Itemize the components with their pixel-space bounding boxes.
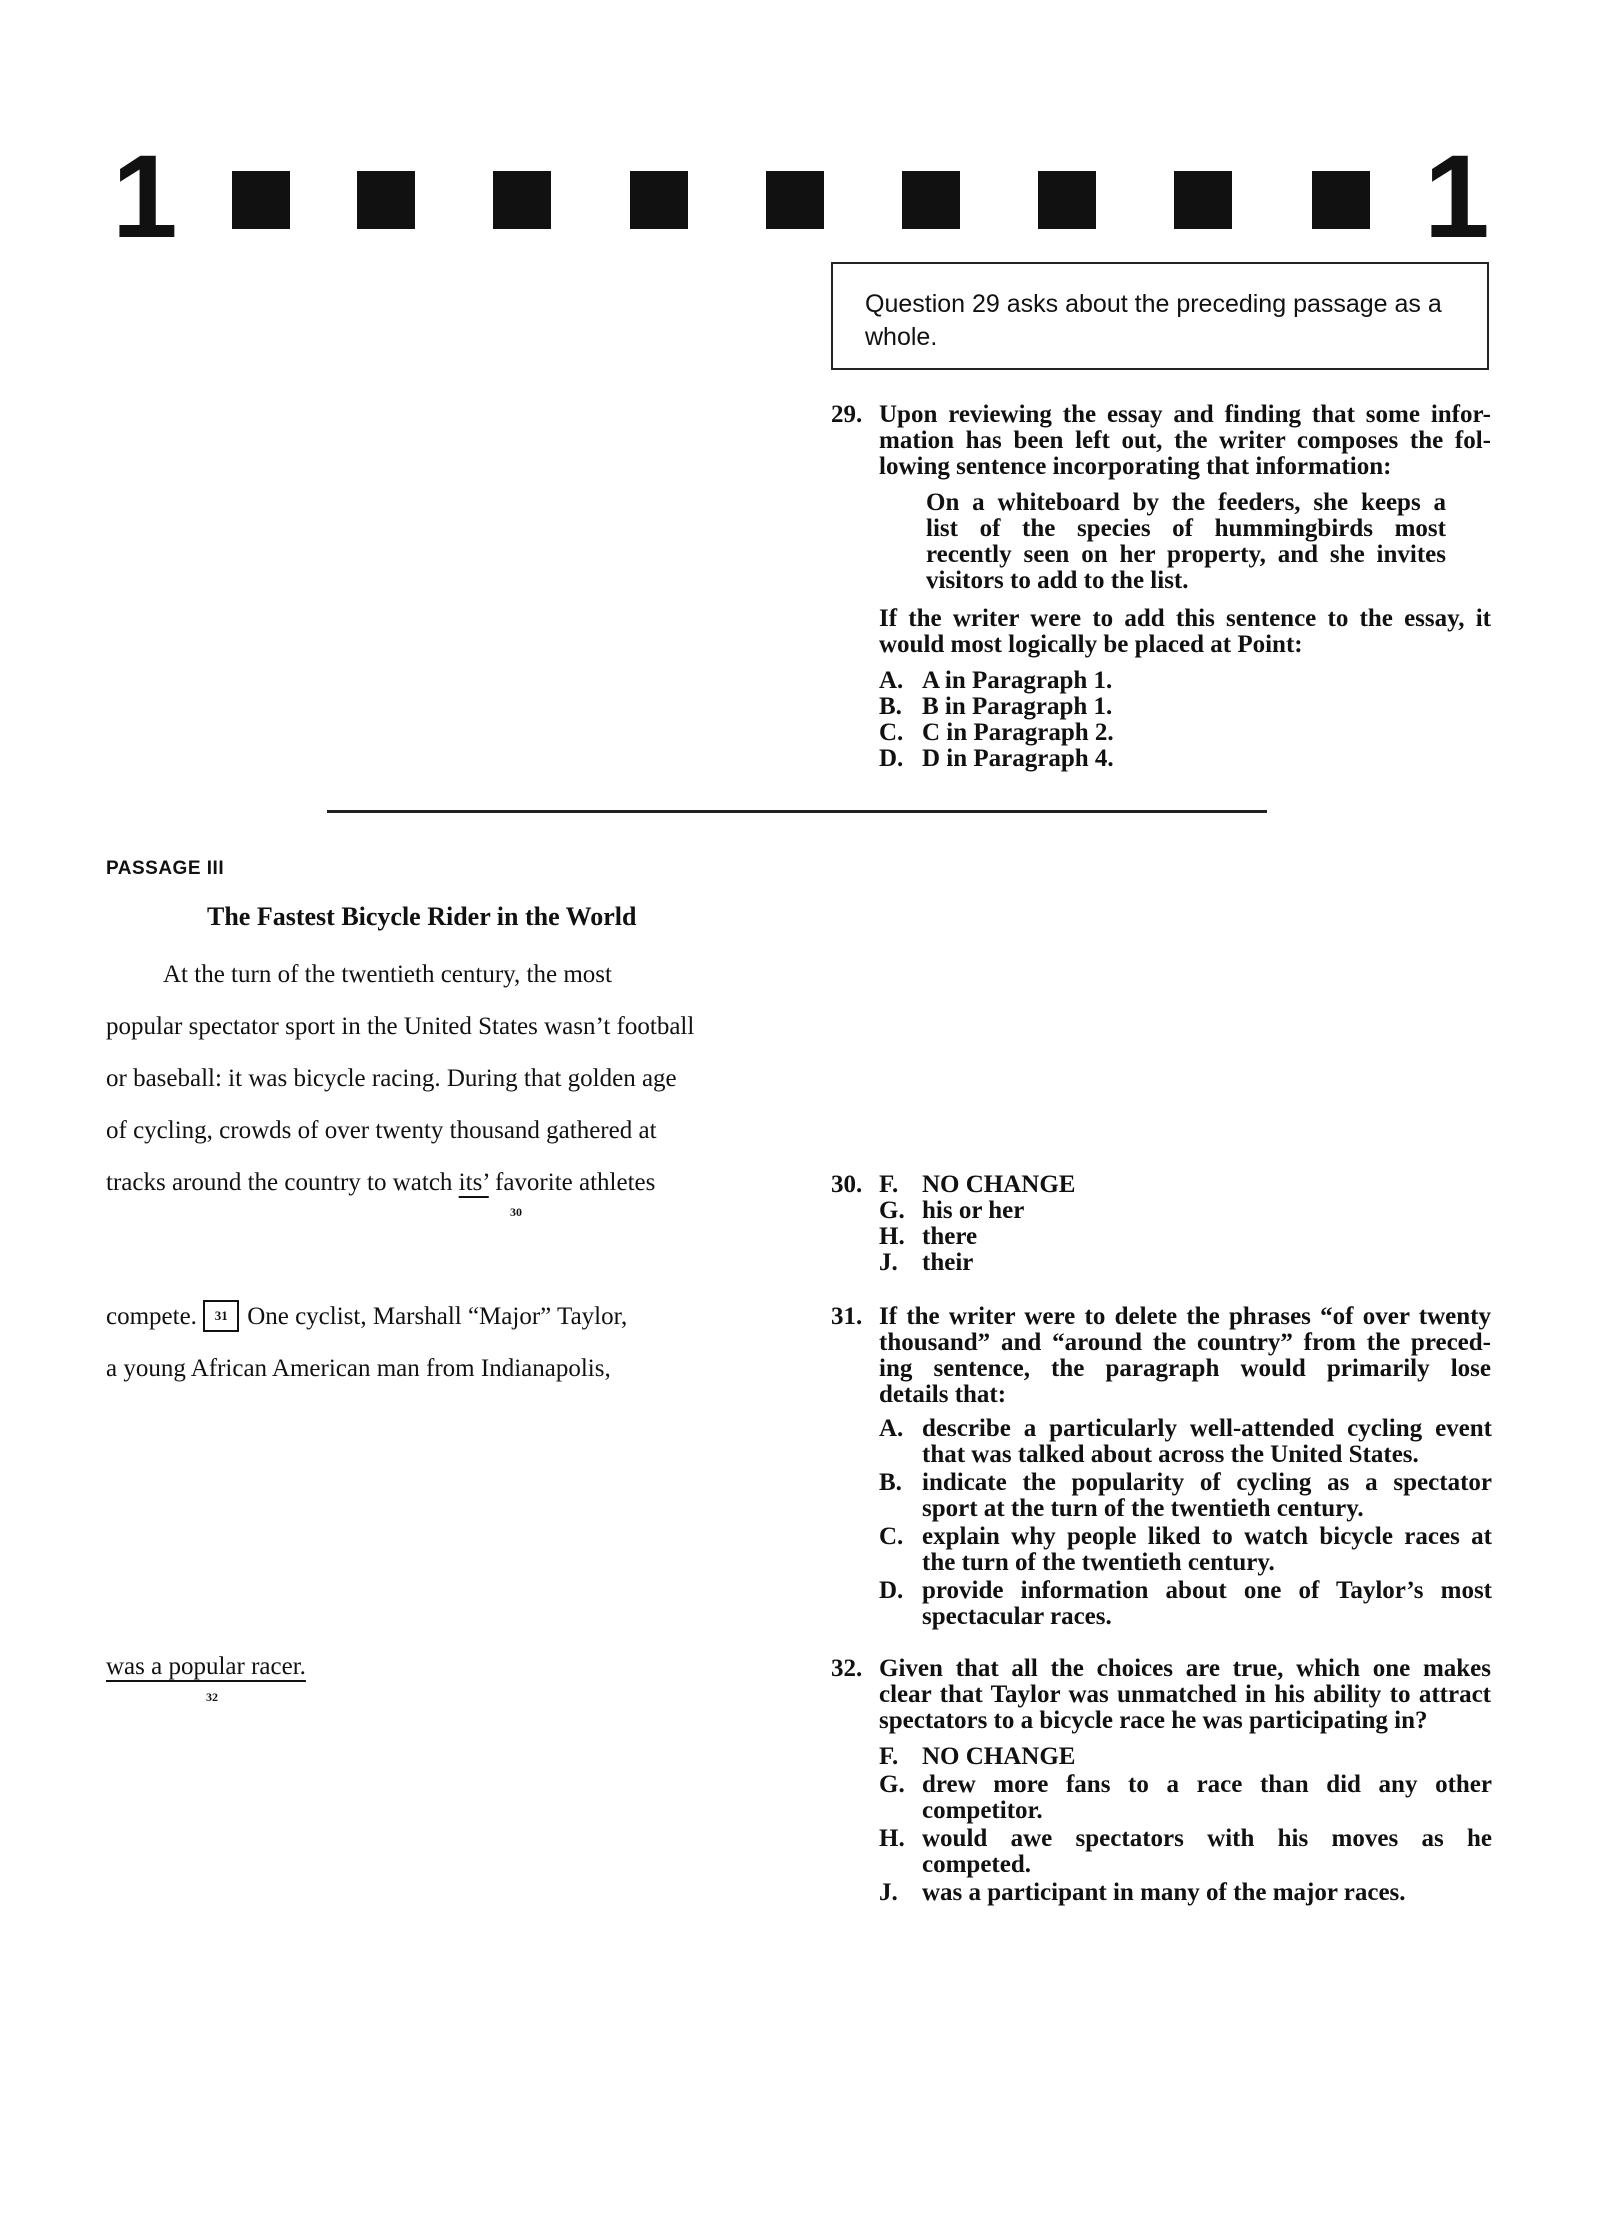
option-text: A in Paragraph 1. [922, 667, 1113, 694]
stem-line: thousand” and “around the country” from the preced- [879, 1329, 1491, 1356]
option-line: competitor. [922, 1797, 1043, 1824]
option-letter: F. [879, 1171, 899, 1198]
prompt-line: would most logically be placed at Point: [879, 631, 1303, 658]
option-text [922, 1470, 1492, 1522]
stem-line: Upon reviewing the essay and finding that some infor- [879, 401, 1491, 428]
section-number-right: 1 [1424, 131, 1486, 263]
stem-line: clear that Taylor was unmatched in his ability to attract [879, 1681, 1491, 1708]
option-text: there [922, 1223, 978, 1250]
quote-line: recently seen on her property, and she invites [926, 541, 1446, 568]
underlined-portion-32[interactable]: was a popular racer. [106, 1653, 306, 1680]
question-prompt [879, 606, 1491, 658]
option-text [922, 1772, 1492, 1824]
option-line: sport at the turn of the twentieth century. [922, 1495, 1364, 1522]
stem-line: ing sentence, the paragraph would primarily lose [879, 1355, 1491, 1382]
stem-line: Given that all the choices are true, which one makes [879, 1655, 1491, 1682]
header-square [902, 171, 960, 229]
passage-text: compete. [106, 1303, 197, 1330]
option-letter: G. [879, 1197, 905, 1224]
passage-text: tracks around the country to watch [106, 1169, 459, 1196]
option-letter: J. [879, 1879, 898, 1906]
passage-text: One cyclist, Marshall “Major” Taylor, [247, 1303, 628, 1330]
passage-line: a young African American man from Indianapolis, [106, 1355, 611, 1382]
passage-label: PASSAGE III [106, 858, 225, 879]
option-line: that was talked about across the United States. [922, 1441, 1419, 1468]
question-number: 30. [831, 1171, 863, 1198]
option-line: was a participant in many of the major races. [922, 1879, 1406, 1906]
option-text: his or her [922, 1197, 1025, 1224]
header-square [1174, 171, 1232, 229]
passage-text: favorite athletes [488, 1169, 656, 1196]
passage-line: or baseball: it was bicycle racing. During that golden age [106, 1065, 677, 1092]
stem-line: spectators to a bicycle race he was participating in? [879, 1707, 1428, 1734]
stem-line: lowing sentence incorporating that information: [879, 453, 1392, 480]
passage-line [106, 1168, 655, 1198]
option-text: NO CHANGE [922, 1171, 1076, 1198]
header-square [493, 171, 551, 229]
quoted-sentence [926, 490, 1446, 594]
stem-line: details that: [879, 1381, 1007, 1408]
option-text [922, 1826, 1492, 1878]
option-text [922, 1744, 1492, 1770]
option-text [922, 1416, 1492, 1468]
option-text: D in Paragraph 4. [922, 745, 1114, 772]
option-text [922, 1880, 1492, 1906]
option-letter: A. [879, 667, 904, 694]
option-line: competed. [922, 1851, 1031, 1878]
directions-text: Question 29 asks about the preceding passage as a whole. [865, 290, 1442, 351]
passage-line [106, 1302, 627, 1334]
prompt-line: If the writer were to add this sentence to the essay, it [879, 605, 1491, 632]
header-square [766, 171, 824, 229]
option-line: indicate the popularity of cycling as a spectator [922, 1469, 1492, 1496]
question-marker-30: 30 [510, 1205, 522, 1219]
directions-box [831, 262, 1489, 370]
option-letter: D. [879, 1577, 904, 1604]
option-text [922, 1524, 1492, 1576]
passage-title: The Fastest Bicycle Rider in the World [207, 902, 637, 931]
option-letter: A. [879, 1415, 904, 1442]
underlined-portion-30[interactable]: its’ [458, 1169, 489, 1196]
option-letter: C. [879, 719, 904, 746]
option-line: explain why people liked to watch bicycle races at [922, 1523, 1492, 1550]
question-number: 32. [831, 1655, 863, 1682]
question-stem [879, 402, 1491, 480]
question-box-31[interactable]: 31 [203, 1300, 239, 1332]
quote-line: list of the species of hummingbirds most [926, 515, 1446, 542]
header-square [232, 171, 290, 229]
section-divider [327, 810, 1267, 813]
question-number: 31. [831, 1303, 863, 1330]
option-letter: H. [879, 1223, 905, 1250]
option-letter: H. [879, 1825, 905, 1852]
quote-line: On a whiteboard by the feeders, she keeps a [926, 489, 1446, 516]
option-letter: D. [879, 745, 904, 772]
stem-line: mation has been left out, the writer composes the fol- [879, 427, 1491, 454]
option-letter: G. [879, 1771, 905, 1798]
question-number: 29. [831, 401, 863, 428]
header-square [630, 171, 688, 229]
option-letter: B. [879, 1469, 902, 1496]
header-square [1312, 171, 1370, 229]
section-number-left: 1 [112, 131, 174, 263]
option-text [922, 1578, 1492, 1630]
option-line: NO CHANGE [922, 1743, 1076, 1770]
option-letter: C. [879, 1523, 904, 1550]
option-line: would awe spectators with his moves as he [922, 1825, 1492, 1852]
option-line: describe a particularly well-attended cycling event [922, 1415, 1492, 1442]
stem-line: If the writer were to delete the phrases “of over twenty [879, 1303, 1491, 1330]
passage-line [106, 1652, 306, 1682]
option-text: their [922, 1249, 974, 1276]
option-text: C in Paragraph 2. [922, 719, 1114, 746]
option-letter: F. [879, 1743, 899, 1770]
quote-line: visitors to add to the list. [926, 567, 1189, 594]
header-square [1038, 171, 1096, 229]
passage-line: of cycling, crowds of over twenty thousand gathered at [106, 1117, 657, 1144]
option-line: provide information about one of Taylor’s most [922, 1577, 1492, 1604]
option-text: B in Paragraph 1. [922, 693, 1113, 720]
question-stem [879, 1656, 1491, 1734]
passage-line: At the turn of the twentieth century, the most [163, 961, 612, 988]
option-line: drew more fans to a race than did any other [922, 1771, 1492, 1798]
header-square [357, 171, 415, 229]
option-letter: J. [879, 1249, 898, 1276]
question-marker-32: 32 [206, 1690, 218, 1704]
option-line: spectacular races. [922, 1603, 1112, 1630]
question-stem [879, 1304, 1491, 1408]
option-letter: B. [879, 693, 902, 720]
passage-line: popular spectator sport in the United States wasn’t football [106, 1013, 695, 1040]
option-line: the turn of the twentieth century. [922, 1549, 1275, 1576]
